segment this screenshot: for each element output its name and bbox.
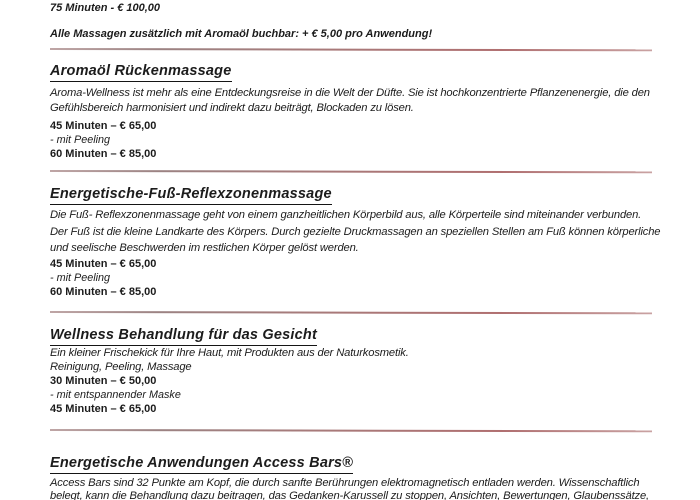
divider-line [50, 48, 652, 51]
aroma-oil-addon-note: Alle Massagen zusätzlich mit Aromaöl buchbar: + € 5,00 pro Anwendung! [50, 28, 433, 40]
price-line: 30 Minuten – € 50,00 [50, 374, 157, 387]
section-gesichtsbehandlung [50, 326, 655, 416]
section-price-list [50, 374, 655, 416]
section-title: Wellness Behandlung für das Gesicht [50, 327, 317, 346]
section-description-line: Reinigung, Peeling, Massage [50, 360, 192, 373]
section-price-list [50, 257, 655, 299]
section-title-row [50, 326, 655, 346]
price-line: 45 Minuten – € 65,00 [50, 120, 157, 132]
price-variant-line: - mit Peeling [50, 134, 111, 146]
section-title-row [50, 454, 655, 474]
section-fuss-reflexzonenmassage [50, 185, 661, 299]
section-title-row [50, 185, 655, 205]
price-line: 60 Minuten – € 85,00 [50, 285, 157, 298]
section-description [50, 477, 655, 500]
section-description [50, 86, 655, 116]
section-description-line: Aroma-Wellness ist mehr als eine Entdeckungsreise in die Welt der Düfte. Sie ist hochkonzentrierte Pflanzenenergie, die den [50, 87, 650, 99]
section-description-line: Gefühlsbereich harmonisiert und indirekt dazu beiträgt, Blockaden zu lösen. [50, 102, 414, 114]
section-description-line: und seelische Beschwerden im restlichen Körper gelöst werden. [50, 242, 359, 254]
section-description-line: Ein kleiner Frischekick für Ihre Haut, mit Produkten aus der Naturkosmetik. [50, 346, 409, 359]
section-description-line: Die Fuß- Reflexzonenmassage geht von einem ganzheitlichen Körperbild aus, alle Körperteile sind miteinander verbunden. [50, 209, 642, 221]
section-aromaoel-rueckenmassage [50, 62, 655, 161]
section-description-line: belegt, kann die Behandlung dazu beitragen, das Gedanken-Karussell zu stoppen, Ansichten, Bewertungen, Glaubenssätze, [50, 490, 650, 500]
divider-line [50, 311, 652, 314]
section-description-line: Access Bars sind 32 Punkte am Kopf, die durch sanfte Berührungen elektromagnetisch entladen werden. Wissenschaftlich [50, 476, 640, 489]
section-title: Energetische-Fuß-Reflexzonenmassage [50, 186, 332, 205]
section-price-list [50, 119, 655, 161]
section-description-line: Der Fuß ist die kleine Landkarte des Körpers. Durch gezielte Druckmassagen an speziellen Stellen am Fuß können körperliche [50, 225, 661, 238]
section-description [50, 346, 655, 374]
divider-line [50, 170, 652, 173]
divider-line [50, 429, 652, 432]
section-access-bars [50, 454, 655, 500]
price-line: 60 Minuten – € 85,00 [50, 148, 157, 160]
intro-price-line: 75 Minuten - € 100,00 [50, 2, 161, 14]
section-title: Energetische Anwendungen Access Bars® [50, 455, 353, 474]
section-description [50, 207, 661, 257]
section-title-row [50, 62, 655, 82]
section-title: Aromaöl Rückenmassage [50, 63, 232, 82]
price-line: 45 Minuten – € 65,00 [50, 257, 157, 270]
price-line: 45 Minuten – € 65,00 [50, 402, 157, 415]
price-variant-line: - mit Peeling [50, 271, 111, 284]
price-variant-line: - mit entspannender Maske [50, 388, 181, 401]
